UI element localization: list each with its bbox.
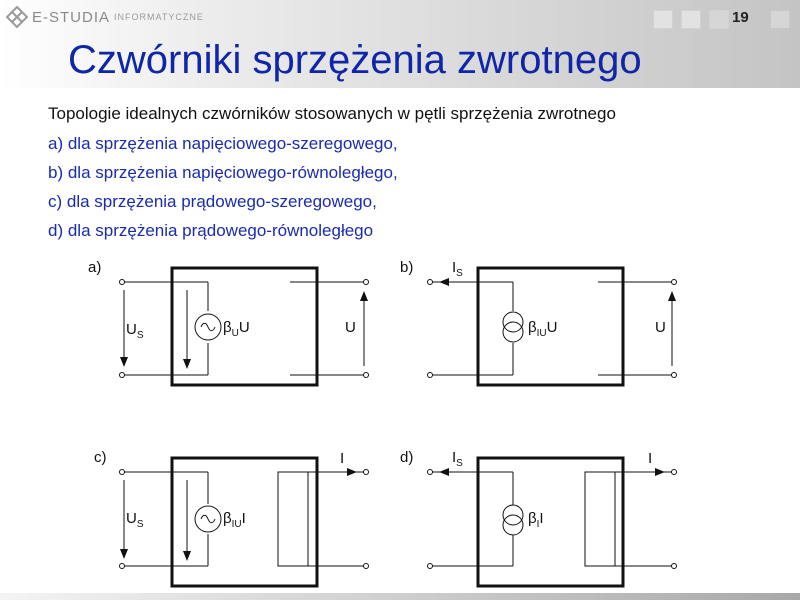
page-number: 19 bbox=[732, 9, 749, 26]
intro-text: Topologie idealnych czwórników stosowanych w pętli sprzężenia zwrotnego bbox=[48, 104, 616, 123]
diagram-a-right-var: U bbox=[345, 319, 356, 336]
list-item-b: b) dla sprzężenia napięciowego-równoległego, bbox=[48, 163, 398, 182]
diagram-d-beta-label: $\beta_II$ bbox=[528, 510, 544, 530]
diagram-a-left-var: $U_S$ bbox=[126, 321, 144, 341]
footer-bar bbox=[0, 593, 800, 600]
diagram-a-label: a) bbox=[88, 259, 102, 276]
diagram-b-label: b) bbox=[400, 259, 414, 276]
logo-subtext: INFORMATYCZNE bbox=[114, 12, 204, 22]
diagram-d-right-var: I bbox=[648, 450, 653, 467]
diagram-b-left-var: $I_S$ bbox=[452, 259, 463, 279]
logo-text: E-STUDIA bbox=[32, 8, 111, 26]
diagram-c-label: c) bbox=[94, 449, 107, 466]
diagram-c-left-var: $U_S$ bbox=[126, 510, 144, 530]
diagram-d-left-var: $I_S$ bbox=[452, 449, 463, 469]
diagram-b-right-var: U bbox=[655, 319, 666, 336]
diagram-c-right-var: I bbox=[340, 450, 345, 467]
diagram-b-beta-label: $\beta_{IU}U$ bbox=[528, 319, 558, 339]
list-item-c: c) dla sprzężenia prądowego-szeregowego, bbox=[48, 192, 377, 211]
diagram-d-label: d) bbox=[400, 449, 414, 466]
diagram-a-beta-label: $\beta_UU$ bbox=[223, 319, 250, 339]
list-item-a: a) dla sprzężenia napięciowego-szeregowego, bbox=[48, 134, 398, 153]
diagram-c-beta-label: $\beta_{IU}I$ bbox=[223, 510, 246, 530]
diagram-d bbox=[428, 458, 677, 586]
list-item-d: d) dla sprzężenia prądowego-równoległego bbox=[48, 221, 374, 240]
slide-title: Czwórniki sprzężenia zwrotnego bbox=[68, 38, 642, 82]
